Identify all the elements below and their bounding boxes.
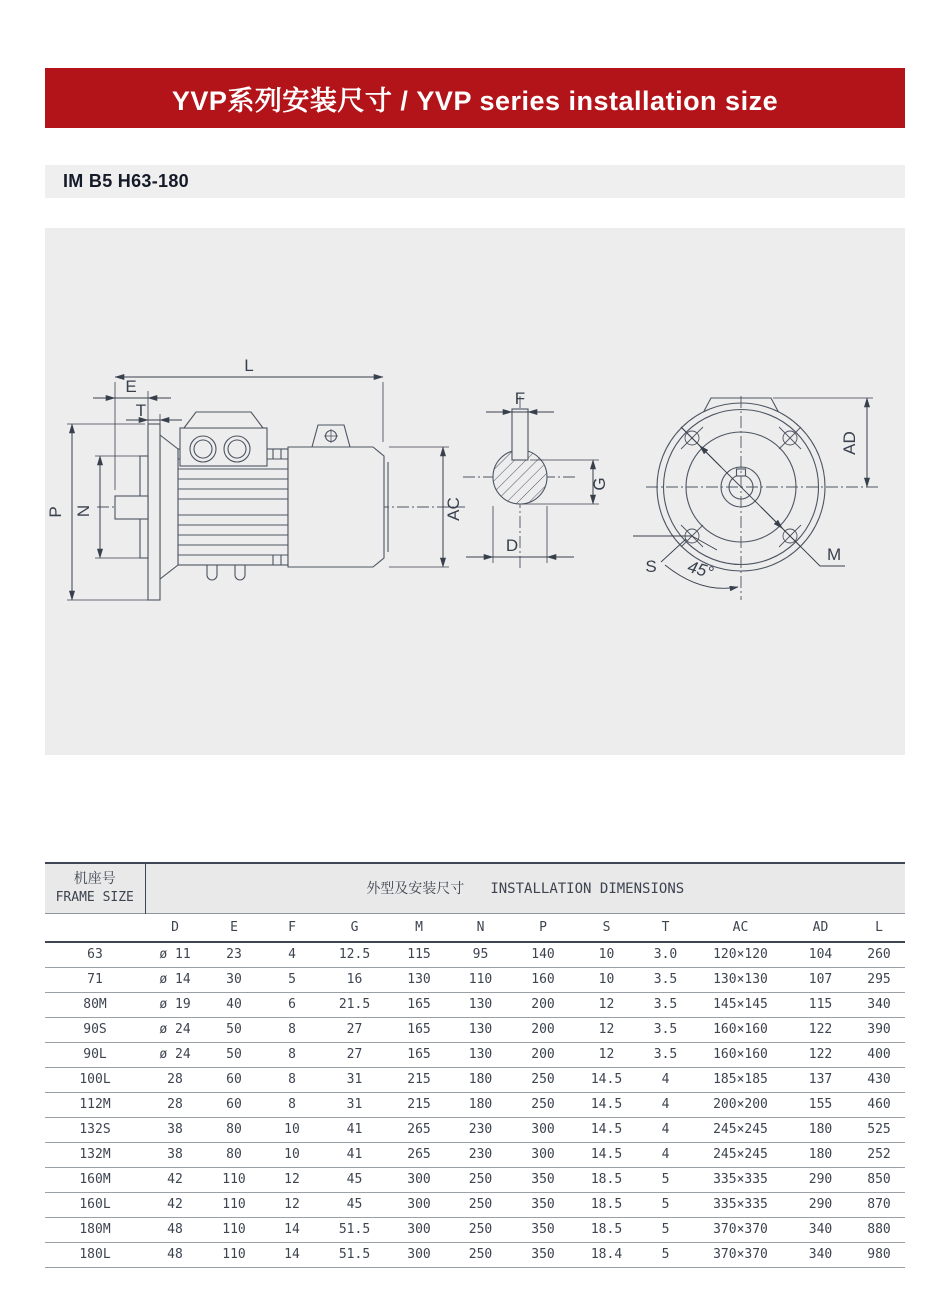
column-header-row [45,913,905,942]
dimension-cell: 110 [222,1172,246,1187]
section-label: IM B5 H63-180 [63,171,189,191]
dimension-table-wrap [45,862,905,1268]
dimension-cell: 290 [808,1172,833,1187]
dimension-cell: 27 [346,1022,363,1037]
frame-size-header-cn: 机座号 [73,871,116,888]
dimension-cell: 28 [167,1072,183,1087]
dimension-cell: 122 [808,1047,833,1062]
dimension-cell: 50 [226,1022,242,1037]
dimension-cell: 8 [288,1072,296,1087]
dimension-cell: 18.4 [590,1247,623,1262]
dimension-cell: 265 [407,1122,431,1137]
dimension-cell: 12 [598,997,615,1012]
dimension-cell: 16 [346,972,363,987]
dimension-cell: 250 [531,1072,555,1087]
dimension-cell: 160×160 [713,1047,768,1062]
dim-label-M: M [827,545,842,564]
dimension-cell: 250 [468,1247,493,1262]
dimension-cell: 95 [472,947,489,963]
dimension-cell: 38 [167,1147,183,1162]
dimension-cell: 250 [468,1197,493,1212]
dimension-cell: 12 [598,1022,615,1037]
dimension-cell: 110 [222,1197,246,1212]
dim-label-D: D [505,536,519,555]
dimension-cell: 180 [808,1122,833,1137]
dimension-cell: 215 [407,1072,431,1087]
dimension-cell: 5 [661,1172,670,1187]
dimension-cell: 215 [407,1097,431,1112]
dimension-cell: 350 [531,1197,555,1212]
dimension-cell: 155 [808,1097,833,1112]
dimension-cell: 14 [284,1222,300,1237]
dimension-cell: 250 [468,1172,493,1187]
frame-size-cell: 160L [79,1197,111,1212]
table-row [45,967,905,992]
dimension-cell: 107 [808,972,833,987]
column-header-D: D [171,919,179,935]
dimension-cell: 28 [167,1097,183,1112]
dimension-cell: 3.5 [653,997,678,1012]
dimension-cell: 30 [226,972,242,987]
column-header-E: E [230,919,238,935]
frame-size-cell: 90S [83,1022,107,1037]
dimension-cell: 200×200 [713,1097,768,1112]
dimension-cell: 165 [407,1047,431,1062]
dimension-cell: 6 [288,997,296,1012]
dimension-cell: 137 [808,1072,833,1087]
dimension-cell: 300 [531,1147,555,1162]
dimension-cell: 18.5 [590,1197,623,1212]
dimension-cell: 31 [346,1097,363,1112]
dimension-cell: 335×335 [713,1197,768,1212]
frame-size-cell: 63 [87,947,103,963]
dimension-cell: 10 [284,1122,300,1137]
dimension-cell: 130 [468,997,493,1012]
dimension-cell: 250 [531,1097,555,1112]
dimension-cell: 180 [808,1147,833,1162]
dimension-cell: 160 [531,972,555,987]
column-header-S: S [602,919,611,935]
dimension-cell: 10 [284,1147,300,1162]
dimension-cell: 10 [598,972,615,987]
dimension-cell: 38 [167,1122,183,1137]
dim-label-T: T [135,401,147,420]
dimension-cell: 295 [867,972,891,987]
dimension-cell: 12.5 [338,947,371,963]
table-row [45,1117,905,1142]
dims-header-en: INSTALLATION DIMENSIONS [490,881,685,898]
dimension-cell: 14 [284,1247,300,1262]
table-row [45,1042,905,1067]
dimension-cell: 12 [284,1172,300,1187]
column-header-M: M [415,919,423,935]
dimension-cell: 130 [468,1047,493,1062]
dimension-cell: 50 [226,1047,242,1062]
dimension-cell: 130 [407,972,431,987]
table-row [45,942,905,967]
dimension-cell: 31 [346,1072,363,1087]
dimension-cell: ø 24 [159,1022,191,1037]
dimension-cell: 48 [167,1222,183,1237]
dimension-cell: 980 [867,1247,891,1262]
dimension-cell: 110 [222,1247,246,1262]
section-label-bar [45,165,905,198]
dimension-cell: 265 [407,1147,431,1162]
dimension-cell: 5 [288,972,296,987]
dimension-cell: 200 [531,997,555,1012]
dimension-cell: 370×370 [713,1222,768,1237]
dim-label-AD: AD [840,431,859,455]
dimension-cell: 200 [531,1047,555,1062]
dimension-cell: 14.5 [590,1072,623,1087]
dimension-cell: 10 [598,947,615,963]
frame-size-cell: 100L [79,1072,111,1087]
dimension-cell: 48 [167,1247,183,1262]
dimension-cell: 3.5 [653,1022,678,1037]
dimension-cell: 252 [867,1147,891,1162]
dimension-cell: 130×130 [713,972,768,987]
dimension-cell: 60 [226,1072,242,1087]
table-row [45,1167,905,1192]
dimension-cell: 60 [226,1097,242,1112]
dims-header-cn: 外型及安装尺寸 [366,881,465,898]
dimension-cell: 4 [661,1097,670,1112]
dimension-cell: 122 [808,1022,833,1037]
dimension-cell: 300 [407,1222,431,1237]
dimension-cell: 370×370 [713,1247,768,1262]
dimension-cell: 80 [226,1122,242,1137]
frame-size-cell: 132S [79,1122,111,1137]
dimension-cell: 45 [346,1172,363,1187]
dimension-cell: 51.5 [338,1222,371,1237]
dimension-cell: 350 [531,1247,555,1262]
dimension-cell: 5 [661,1197,670,1212]
frame-size-cell: 112M [79,1097,111,1112]
dimension-cell: 4 [661,1122,670,1137]
column-header-N: N [476,919,485,935]
dimension-cell: ø 24 [159,1047,191,1062]
dimension-cell: 230 [468,1147,493,1162]
table-body [45,942,905,1267]
frame-size-cell: 132M [79,1147,111,1162]
dimension-cell: 230 [468,1122,493,1137]
dimension-cell: 14.5 [590,1097,623,1112]
dim-label-L: L [244,356,254,375]
dimension-cell: 80 [226,1147,242,1162]
dim-label-AC: AC [444,497,463,521]
motor-side-view [97,412,465,600]
dimension-cell: 120×120 [713,947,768,963]
dimension-cell: ø 11 [159,947,191,963]
dimension-cell: 185×185 [713,1072,768,1087]
dimension-cell: 340 [808,1247,833,1262]
page-title: YVP系列安装尺寸 / YVP series installation size [171,85,779,116]
table-header-row [45,863,905,913]
dimension-cell: 350 [531,1222,555,1237]
dimension-cell: 180 [468,1097,493,1112]
column-header-G: G [350,919,359,935]
dimension-cell: 140 [531,947,555,963]
table-row [45,1092,905,1117]
dimension-cell: 525 [867,1122,891,1137]
dimension-cell: 4 [661,1072,670,1087]
table-row [45,1192,905,1217]
dimension-cell: 4 [661,1147,670,1162]
motor-dimension-drawing [45,228,905,755]
dimension-cell: 104 [808,947,833,963]
column-header-L: L [875,919,883,935]
dimension-cell: 130 [468,1022,493,1037]
flange-front-view [646,396,878,600]
frame-size-cell: 180M [79,1222,111,1237]
dim-label-F: F [514,389,526,408]
dimension-cell: 14.5 [590,1147,623,1162]
dimension-cell: 42 [167,1172,183,1187]
table-row [45,1142,905,1167]
dimension-cell: 110 [222,1222,246,1237]
dimension-cell: 3.5 [653,972,678,987]
dimension-cell: 245×245 [713,1122,768,1137]
dimension-cell: 300 [531,1122,555,1137]
dimension-cell: 5 [661,1247,670,1262]
column-header-P: P [539,919,547,935]
frame-size-cell: 80M [83,997,107,1012]
dimension-cell: 180 [468,1072,493,1087]
dimension-cell: 4 [288,947,296,963]
dim-label-E: E [125,377,137,396]
frame-size-cell: 90L [83,1047,107,1062]
dim-label-45deg: 45° [685,557,716,583]
dimension-cell: 290 [808,1197,833,1212]
dim-label-N: N [74,504,93,518]
dimension-cell: 870 [867,1197,891,1212]
dimension-cell: 400 [867,1047,891,1062]
dimension-cell: 430 [867,1072,891,1087]
dimension-cell: 110 [468,972,493,987]
frame-size-cell: 71 [87,972,103,987]
dimension-cell: 8 [288,1022,296,1037]
dimension-cell: ø 19 [159,997,191,1012]
dimension-cell: 165 [407,1022,431,1037]
dimension-cell: 42 [167,1197,183,1212]
frame-size-header [45,863,145,913]
dimension-cell: 8 [288,1097,296,1112]
dim-label-P: P [46,506,65,518]
dimension-cell: 250 [468,1222,493,1237]
page-title-banner [45,68,905,128]
dimension-cell: 23 [226,947,242,963]
dimension-cell: 27 [346,1047,363,1062]
dimension-cell: 340 [808,1222,833,1237]
dim-label-G: G [590,477,609,491]
dimension-cell: 115 [407,947,431,963]
column-header-F: F [288,919,296,935]
frame-size-header-en: FRAME SIZE [55,890,134,906]
frame-size-cell: 160M [79,1172,111,1187]
dimension-cell: ø 14 [159,972,191,987]
dimension-cell: 300 [407,1197,431,1212]
technical-drawing-panel [45,228,905,755]
table-row [45,1217,905,1242]
dimension-cell: 200 [531,1022,555,1037]
dimension-cell: 390 [867,1022,891,1037]
table-row [45,992,905,1017]
dim-label-S: S [645,557,657,576]
dimension-cell: 340 [867,997,891,1012]
column-header-T: T [661,919,670,935]
dimension-cell: 880 [867,1222,891,1237]
table-row [45,1067,905,1092]
dimension-cell: 40 [226,997,242,1012]
column-header-AD: AD [812,919,829,935]
table-row [45,1242,905,1267]
installation-dimensions-table [45,862,905,1268]
dimension-cell: 21.5 [338,997,371,1012]
column-header-spacer [45,913,145,942]
dimension-cell: 300 [407,1247,431,1262]
dimension-cell: 8 [288,1047,296,1062]
table-row [45,1017,905,1042]
dimension-cell: 3.0 [653,947,678,963]
dimension-cell: 460 [867,1097,891,1112]
column-header-AC: AC [732,919,749,935]
dimension-cell: 3.5 [653,1047,678,1062]
installation-dimensions-header [145,863,905,913]
dimension-cell: 12 [598,1047,615,1062]
dimension-cell: 245×245 [713,1147,768,1162]
dimension-cell: 335×335 [713,1172,768,1187]
dimension-cell: 300 [407,1172,431,1187]
dimension-cell: 5 [661,1222,670,1237]
dimension-cell: 18.5 [590,1172,623,1187]
dimension-cell: 350 [531,1172,555,1187]
dimension-cell: 260 [867,947,891,963]
dimension-cell: 12 [284,1197,300,1212]
dimension-cell: 51.5 [338,1247,371,1262]
dimension-cell: 41 [346,1122,363,1137]
dimension-cell: 160×160 [713,1022,768,1037]
dimension-cell: 41 [346,1147,363,1162]
dimension-cell: 14.5 [590,1122,623,1137]
dimension-cell: 18.5 [590,1222,623,1237]
dimension-cell: 850 [867,1172,891,1187]
dimension-cell: 45 [346,1197,363,1212]
dimension-cell: 165 [407,997,431,1012]
frame-size-cell: 180L [79,1247,111,1262]
shaft-section-view [463,396,577,570]
dimension-cell: 145×145 [713,997,768,1012]
dimension-cell: 115 [808,997,833,1012]
